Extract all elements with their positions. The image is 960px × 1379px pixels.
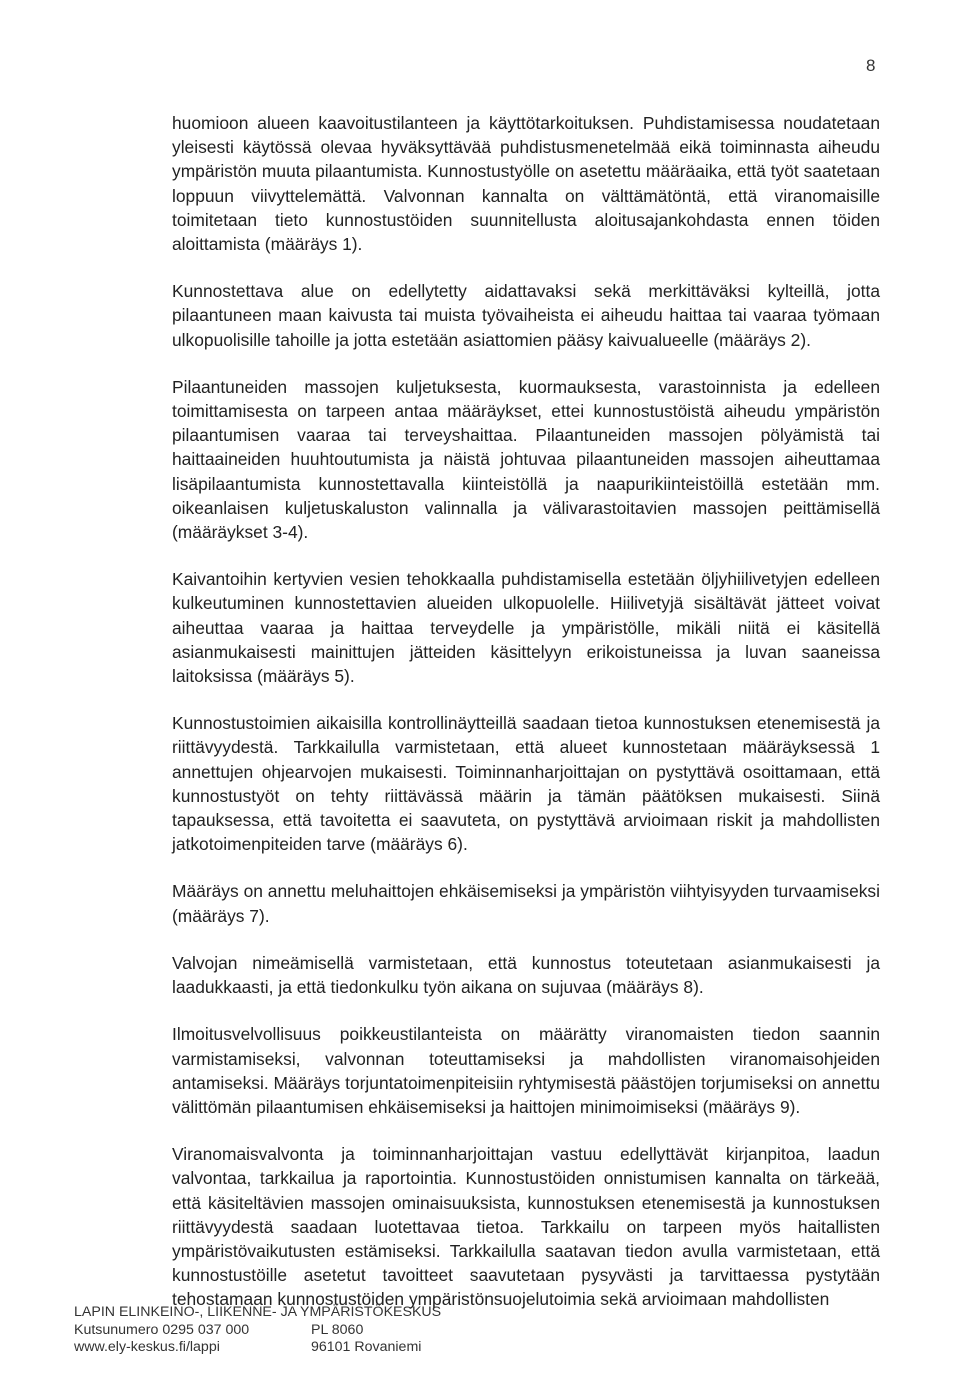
footer-postbox: PL 8060 <box>311 1321 364 1338</box>
paragraph: Kunnostustoimien aikaisilla kontrollinäytteillä saadaan tietoa kunnostuksen etenemisestä ja riittävyydestä. Tarkkailulla varmistetaan, että alueet kunnostetaan määräyksessä 1 annettujen ohjearvojen mukaisesti. Toiminnanharjoittajan on pystyttävä osoittamaan, että kunnostustyöt on tehty riittävässä määrin ja tämän päätöksen mukaisesti. Siinä tapauksessa, että tavoitetta ei saavuteta, on pystyttävä arvioimaan riskit ja mahdollisten jatkotoimenpiteiden tarve (määräys 6). <box>172 713 880 855</box>
paragraph: Kaivantoihin kertyvien vesien tehokkaalla puhdistamisella estetään öljyhiilivetyjen edelleen kulkeutuminen kunnostettavien alueiden ulkopuolelle. Hiilivetyjä sisältävät jätteet voivat aiheuttaa vaaraa ja haittaa terveydelle ja ympäristölle, mikäli niitä ei käsitellä asianmukaisesti mainittujen jätteiden käsittelyyn erikoistuneissa ja luvan saaneissa laitoksissa (määräys 5). <box>172 569 880 687</box>
paragraph: Viranomaisvalvonta ja toiminnanharjoittajan vastuu edellyttävät kirjanpitoa, laadun valvontaa, tarkkailua ja raportointia. Kunnostustöiden onnistumisen kannalta on tärkeää, että käsiteltävien massojen ominaisuuksista, kunnostuksen etenemisestä ja kunnostuksen riittävyydestä saadaan luotettavaa tietoa. Tarkkailu on tarpeen myös haitallisten ympäristövaikutusten estämiseksi. Tarkkailulla saatavan tiedon avulla varmistetaan, että kunnostustöille asetetut tavoitteet saavutetaan pysyvästi ja tarvittaessa pystytään tehostamaan kunnostustöiden ympäristönsuojelutoimia sekä arvioimaan mahdollisten <box>172 1144 880 1310</box>
paragraph: Pilaantuneiden massojen kuljetuksesta, kuormauksesta, varastoinnista ja edelleen toimittamisesta on tarpeen antaa määräykset, ettei kunnostustöistä aiheudu ympäristön pilaantumisen vaaraa tai terveyshaittaa. Pilaantuneiden massojen pölyämistä tai haittaaineiden huuhtoutumista ja näistä johtuvaa pilaantuneiden massojen aiheuttamaa lisäpilaantumista kunnostettavalla kiinteistöllä ja naapurikiinteistöillä estetään mm. oikeanlaisen kuljetuskaluston valinnalla ja välivarastoitavien massojen peittämisellä (määräykset 3-4). <box>172 376 880 543</box>
paragraph: huomioon alueen kaavoitustilanteen ja käyttötarkoituksen. Puhdistamisessa noudatetaan yleisesti käytössä olevaa hyväksyttävää puhdistusmenetelmää eikä toiminnasta aiheudu ympäristön muuta pilaantumista. Kunnostustyölle on asetettu määräaika, että työt saatetaan loppuun viivyttelemättä. Valvonnan kannalta on välttämätöntä, että viranomaisille toimitetaan tieto kunnostustöiden suunnitellusta aloitusajankohdasta ennen töiden aloittamista (määräys 1). <box>172 113 880 255</box>
footer-website-link[interactable]: www.ely-keskus.fi/lappi <box>74 1339 220 1355</box>
page-footer <box>74 1304 441 1357</box>
body-text <box>172 111 880 1335</box>
paragraph: Valvojan nimeämisellä varmistetaan, että kunnostus toteutetaan asianmukaisesti ja laadukkaasti, ja että tiedonkulku työn aikana on sujuvaa (määräys 8). <box>172 952 880 998</box>
footer-postal-address: 96101 Rovaniemi <box>311 1339 422 1355</box>
footer-phone: Kutsunumero 0295 037 000 <box>74 1321 250 1338</box>
footer-organization: LAPIN ELINKEINO-, LIIKENNE- JA YMPÄRISTÖKESKUS <box>74 1304 442 1320</box>
page-number: 8 <box>866 56 876 75</box>
paragraph: Kunnostettava alue on edellytetty aidattavaksi sekä merkittäväksi kylteillä, jotta pilaantuneen maan kaivusta tai muista työvaiheista ei aiheudu haittaa tai vaaraa työmaan ulkopuolisille tahoille ja jotta estetään asiattomien pääsy kaivualueelle (määräys 2). <box>172 281 880 350</box>
paragraph: Ilmoitusvelvollisuus poikkeustilanteista on määrätty viranomaisten tiedon saannin varmistamiseksi, valvonnan toteuttamiseksi ja mahdollisten viranomaisohjeiden antamiseksi. Määräys torjuntatoimenpiteisiin ryhtymisestä päästöjen torjumiseksi on annettu välittömän pilaantumisen ehkäisemiseksi ja haittojen minimoimiseksi (määräys 9). <box>172 1024 880 1117</box>
paragraph: Määräys on annettu meluhaittojen ehkäisemiseksi ja ympäristön viihtyisyyden turvaamiseksi (määräys 7). <box>172 881 880 926</box>
